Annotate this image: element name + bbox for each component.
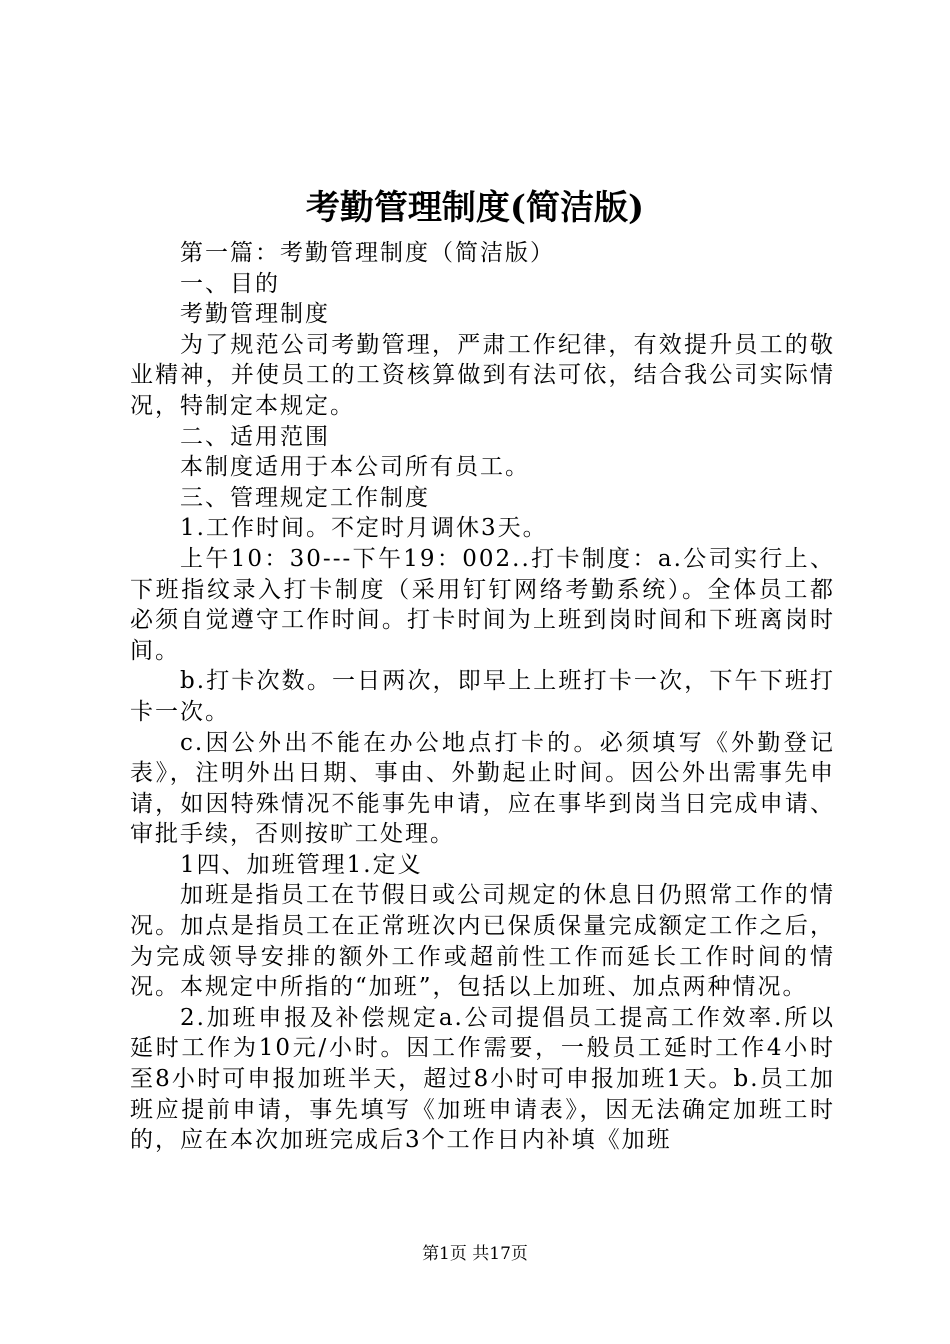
paragraph-purpose: 为了规范公司考勤管理，严肃工作纪律，有效提升员工的敬业精神，并使员工的工资核算做到有法可依，结合我公司实际情况，特制定本规定。 xyxy=(130,331,835,419)
paragraph-overtime-definition: 加班是指员工在节假日或公司规定的休息日仍照常工作的情况。加点是指员工在正常班次内已保质保量完成额定工作之后，为完成领导安排的额外工作或超前性工作而延长工作时间的情况。本规定中所指的“加班”，包括以上加班、加点两种情况。 xyxy=(130,882,835,1001)
paragraph-clock-in-count: b.打卡次数。一日两次，即早上上班打卡一次，下午下班打卡一次。 xyxy=(130,668,835,725)
document-body xyxy=(130,238,835,1156)
heading-regulations: 三、管理规定工作制度 xyxy=(180,484,430,511)
paragraph-clock-in-system: 上午10：30---下午19：002..打卡制度：a.公司实行上、下班指纹录入打卡制度（采用钉钉网络考勤系统）。全体员工都必须自觉遵守工作时间。打卡时间为上班到岗时间和下班离岗时间。 xyxy=(130,545,835,664)
paragraph-working-hours: 1.工作时间。不定时月调休3天。 xyxy=(180,515,548,542)
paragraph-scope: 本制度适用于本公司所有员工。 xyxy=(180,454,530,481)
paragraph-field-work: c.因公外出不能在办公地点打卡的。必须填写《外勤登记表》，注明外出日期、事由、外勤起止时间。因公外出需事先申请，如因特殊情况不能事先申请，应在事毕到岗当日完成申请、审批手续，否则按旷工处理。 xyxy=(130,729,835,848)
page-number: 第1页 共17页 xyxy=(422,1244,528,1264)
paragraph-overtime-compensation: 2.加班申报及补偿规定a.公司提倡员工提高工作效率.所以延时工作为10元/小时。因工作需要，一般员工延时工作4小时至8小时可申报加班半天，超过8小时可申报加班1天。b.员工加班应提前申请，事先填写《加班申请表》，因无法确定加班工时的，应在本次加班完成后3个工作日内补填《加班 xyxy=(130,1004,835,1154)
heading-overtime: 1四、加班管理1.定义 xyxy=(180,851,423,878)
heading-scope: 二、适用范围 xyxy=(180,423,330,450)
subheading-attendance-system: 考勤管理制度 xyxy=(180,301,330,328)
document-title: 考勤管理制度(简洁版) xyxy=(305,188,645,228)
heading-purpose: 一、目的 xyxy=(180,270,280,297)
heading-part-one: 第一篇：考勤管理制度（简洁版） xyxy=(180,240,555,266)
